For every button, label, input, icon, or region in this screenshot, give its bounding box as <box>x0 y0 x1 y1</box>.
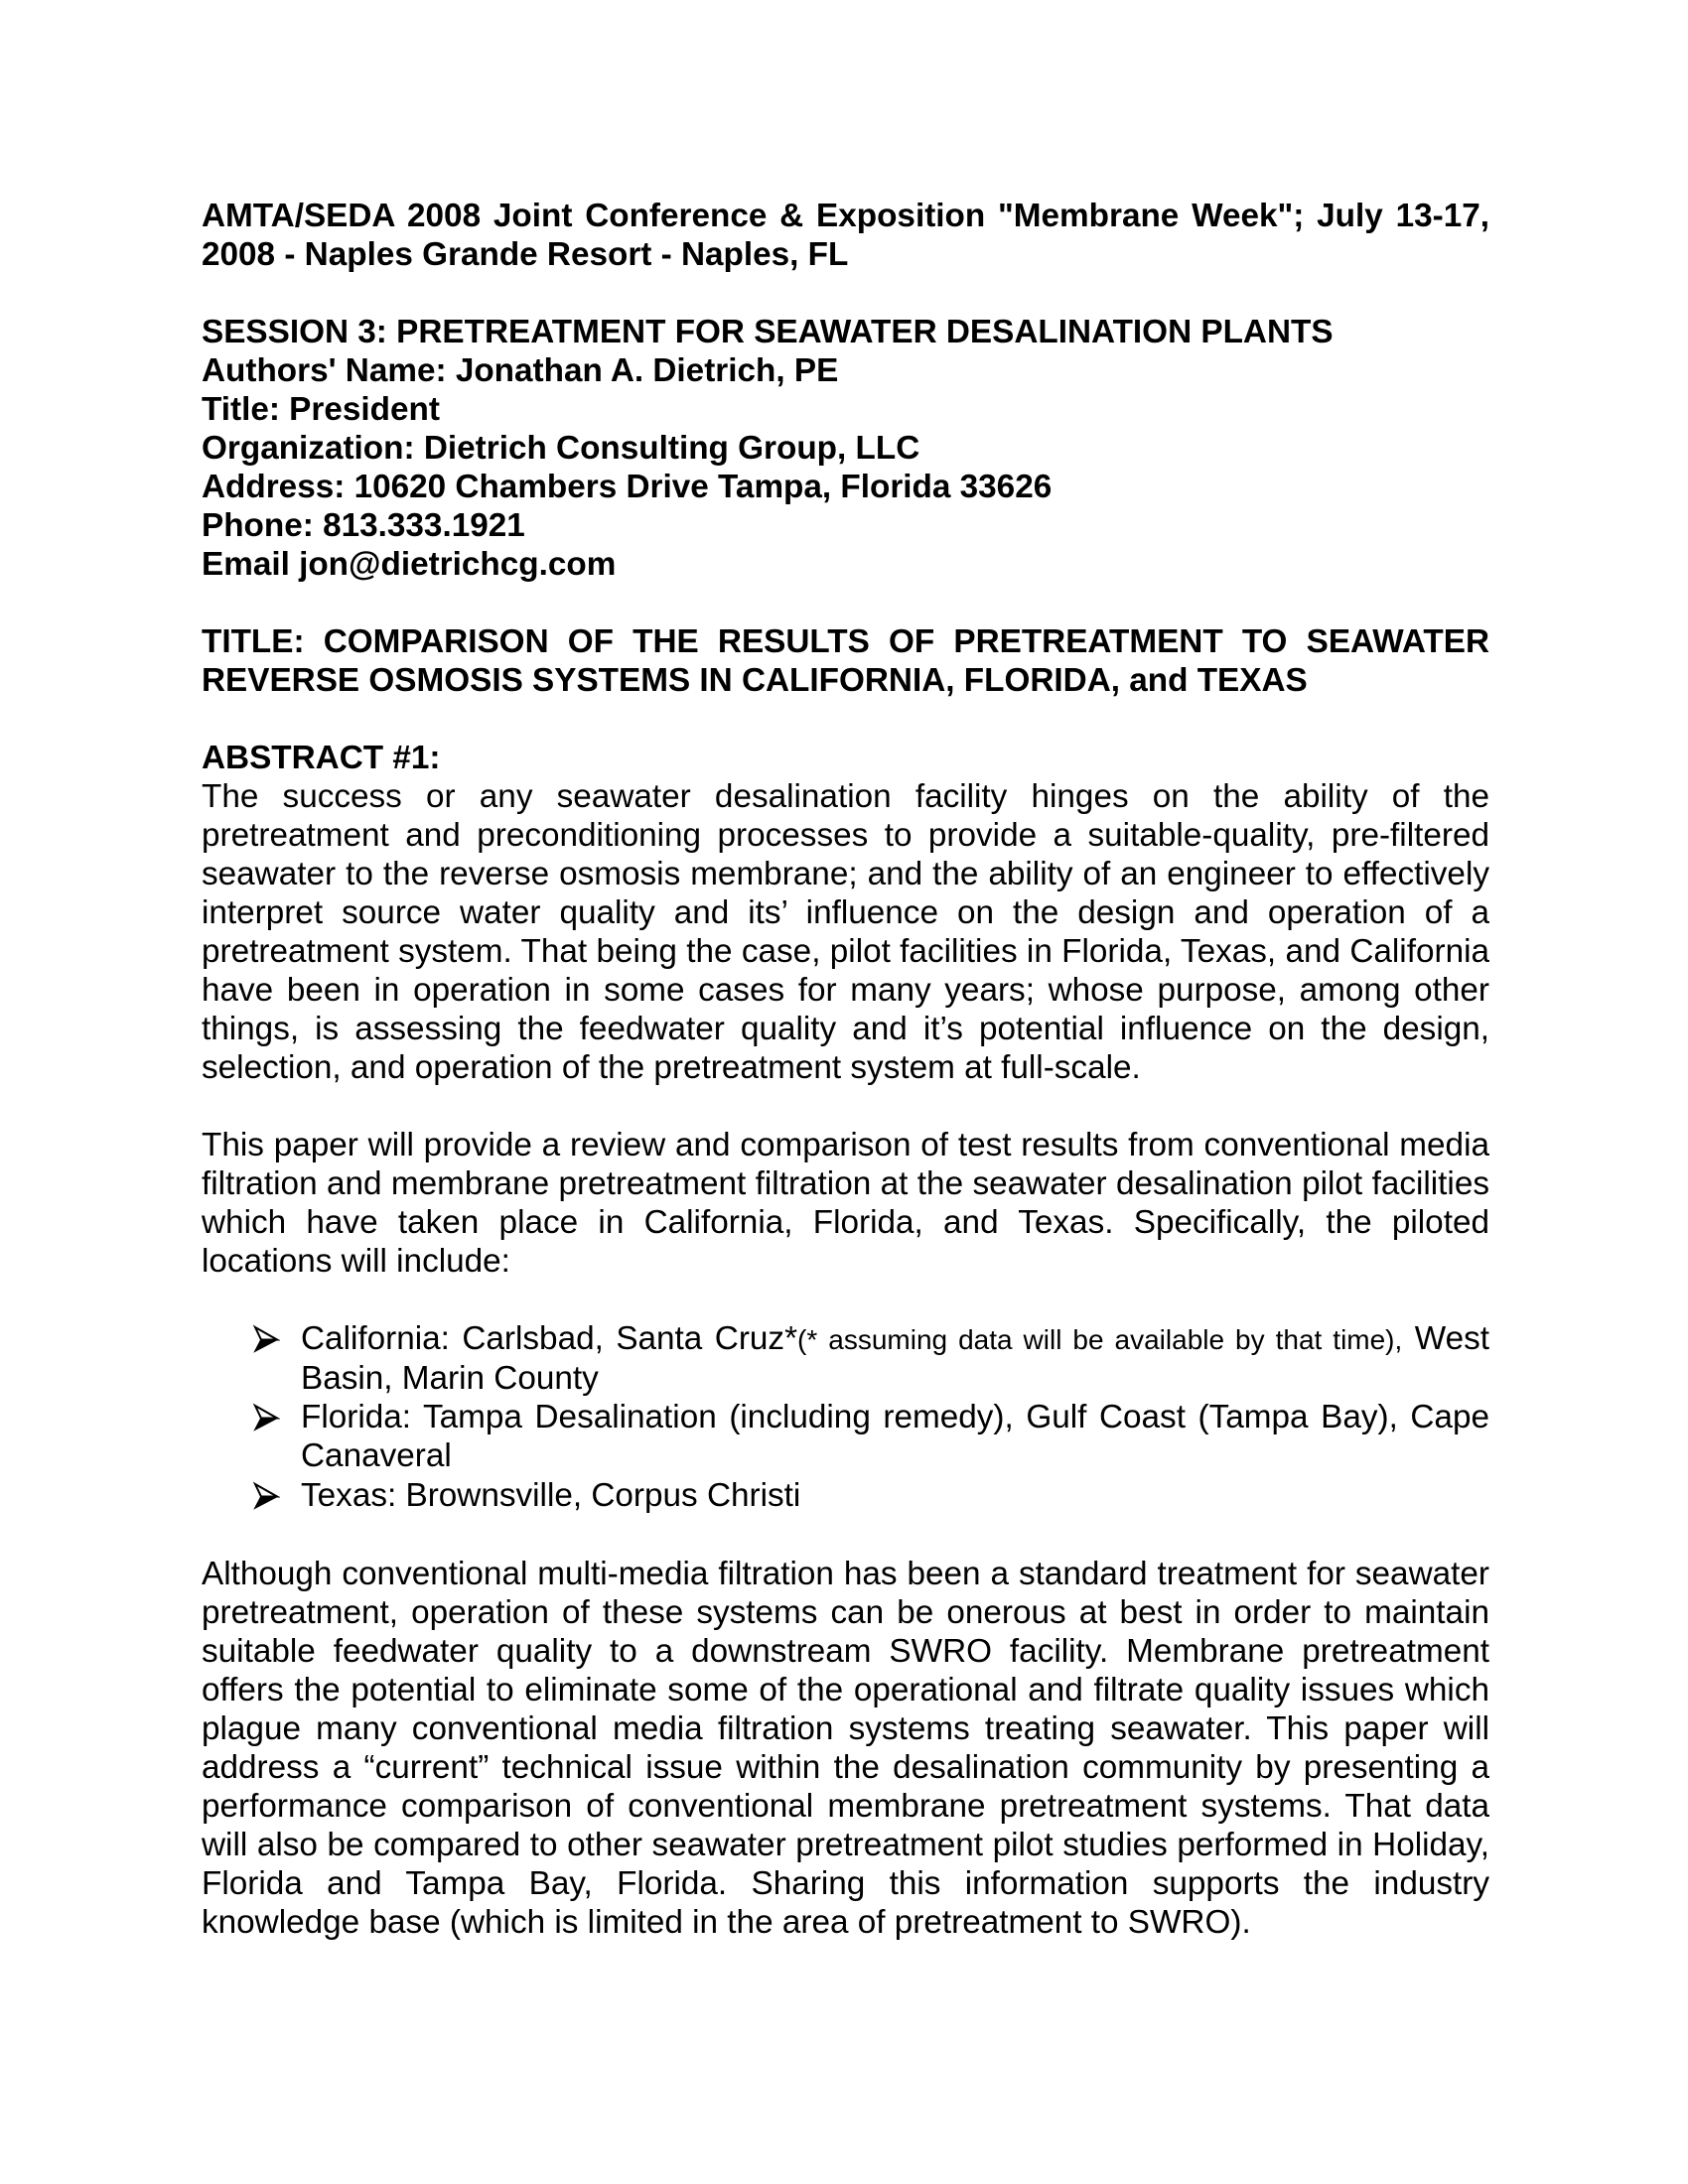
address-line: Address: 10620 Chambers Drive Tampa, Florida 33626 <box>202 469 1053 505</box>
author-title-line: Title: President <box>202 391 440 428</box>
abstract-heading: ABSTRACT #1: <box>202 740 441 776</box>
abstract-paragraph: The success or any seawater desalination facility hinges on the ability of the pretreatment and preconditioning processes to provide a suitable-quality, pre-filtered seawater to the reverse osmosis membrane; and the ability of an engineer to effectively interpret source water quality and its’ influence on the design and operation of a pretreatment system. That being the case, pilot facilities in Florida, Texas, and California have been in operation in some cases for many years; whose purpose, among other things, is assessing the feedwater quality and it’s potential influence on the design, selection, and operation of the pretreatment system at full-scale. <box>202 778 1489 1086</box>
list-item-text: California: Carlsbad, Santa Cruz* <box>301 1320 798 1357</box>
arrowhead-right-icon <box>251 1481 280 1510</box>
authors-name-line: Authors' Name: Jonathan A. Dietrich, PE <box>202 352 839 389</box>
phone-line: Phone: 813.333.1921 <box>202 507 525 544</box>
list-item-california <box>202 1319 1489 1398</box>
email-line: Email jon@dietrichcg.com <box>202 546 617 583</box>
session-heading: SESSION 3: PRETREATMENT FOR SEAWATER DESALINATION PLANTS <box>202 314 1334 350</box>
list-item-florida <box>202 1398 1489 1476</box>
list-item-text: Florida: Tampa Desalination (including remedy), Gulf Coast (Tampa Bay), Cape Canaveral <box>301 1399 1489 1474</box>
arrowhead-right-icon <box>251 1403 280 1432</box>
scope-paragraph: This paper will provide a review and comparison of test results from conventional media filtration and membrane pretreatment filtration at the seawater desalination pilot facilities which have taken place in California, Florida, and Texas. Specifically, the piloted locations will include: <box>202 1127 1489 1280</box>
paper-title: TITLE: COMPARISON OF THE RESULTS OF PRETREATMENT TO SEAWATER REVERSE OSMOSIS SYSTEMS IN CALIFORNIA, FLORIDA, and TEXAS <box>202 623 1489 699</box>
list-item-footnote: (* assuming data will be available by that time), <box>797 1324 1403 1355</box>
arrowhead-right-icon <box>251 1324 280 1353</box>
conclusion-paragraph: Although conventional multi-media filtration has been a standard treatment for seawater pretreatment, operation of these systems can be onerous at best in order to maintain suitable feedwater quality to a downstream SWRO facility. Membrane pretreatment offers the potential to eliminate some of the operational and filtrate quality issues which plague many conventional media filtration systems treating seawater. This paper will address a “current” technical issue within the desalination community by presenting a performance comparison of conventional membrane pretreatment systems. That data will also be compared to other seawater pretreatment pilot studies performed in Holiday, Florida and Tampa Bay, Florida. Sharing this information supports the industry knowledge base (which is limited in the area of pretreatment to SWRO). <box>202 1556 1489 1941</box>
session-contact-block <box>202 313 1489 584</box>
list-item-text: Texas: Brownsville, Corpus Christi <box>301 1477 801 1514</box>
organization-line: Organization: Dietrich Consulting Group, LLC <box>202 430 920 467</box>
conference-header: AMTA/SEDA 2008 Joint Conference & Exposition "Membrane Week"; July 13-17, 2008 - Naples Grande Resort - Naples, FL <box>202 198 1489 273</box>
list-item-texas <box>202 1476 1489 1516</box>
list-item-text-tail: West Basin, Marin County <box>301 1320 1489 1397</box>
locations-list <box>202 1319 1489 1516</box>
